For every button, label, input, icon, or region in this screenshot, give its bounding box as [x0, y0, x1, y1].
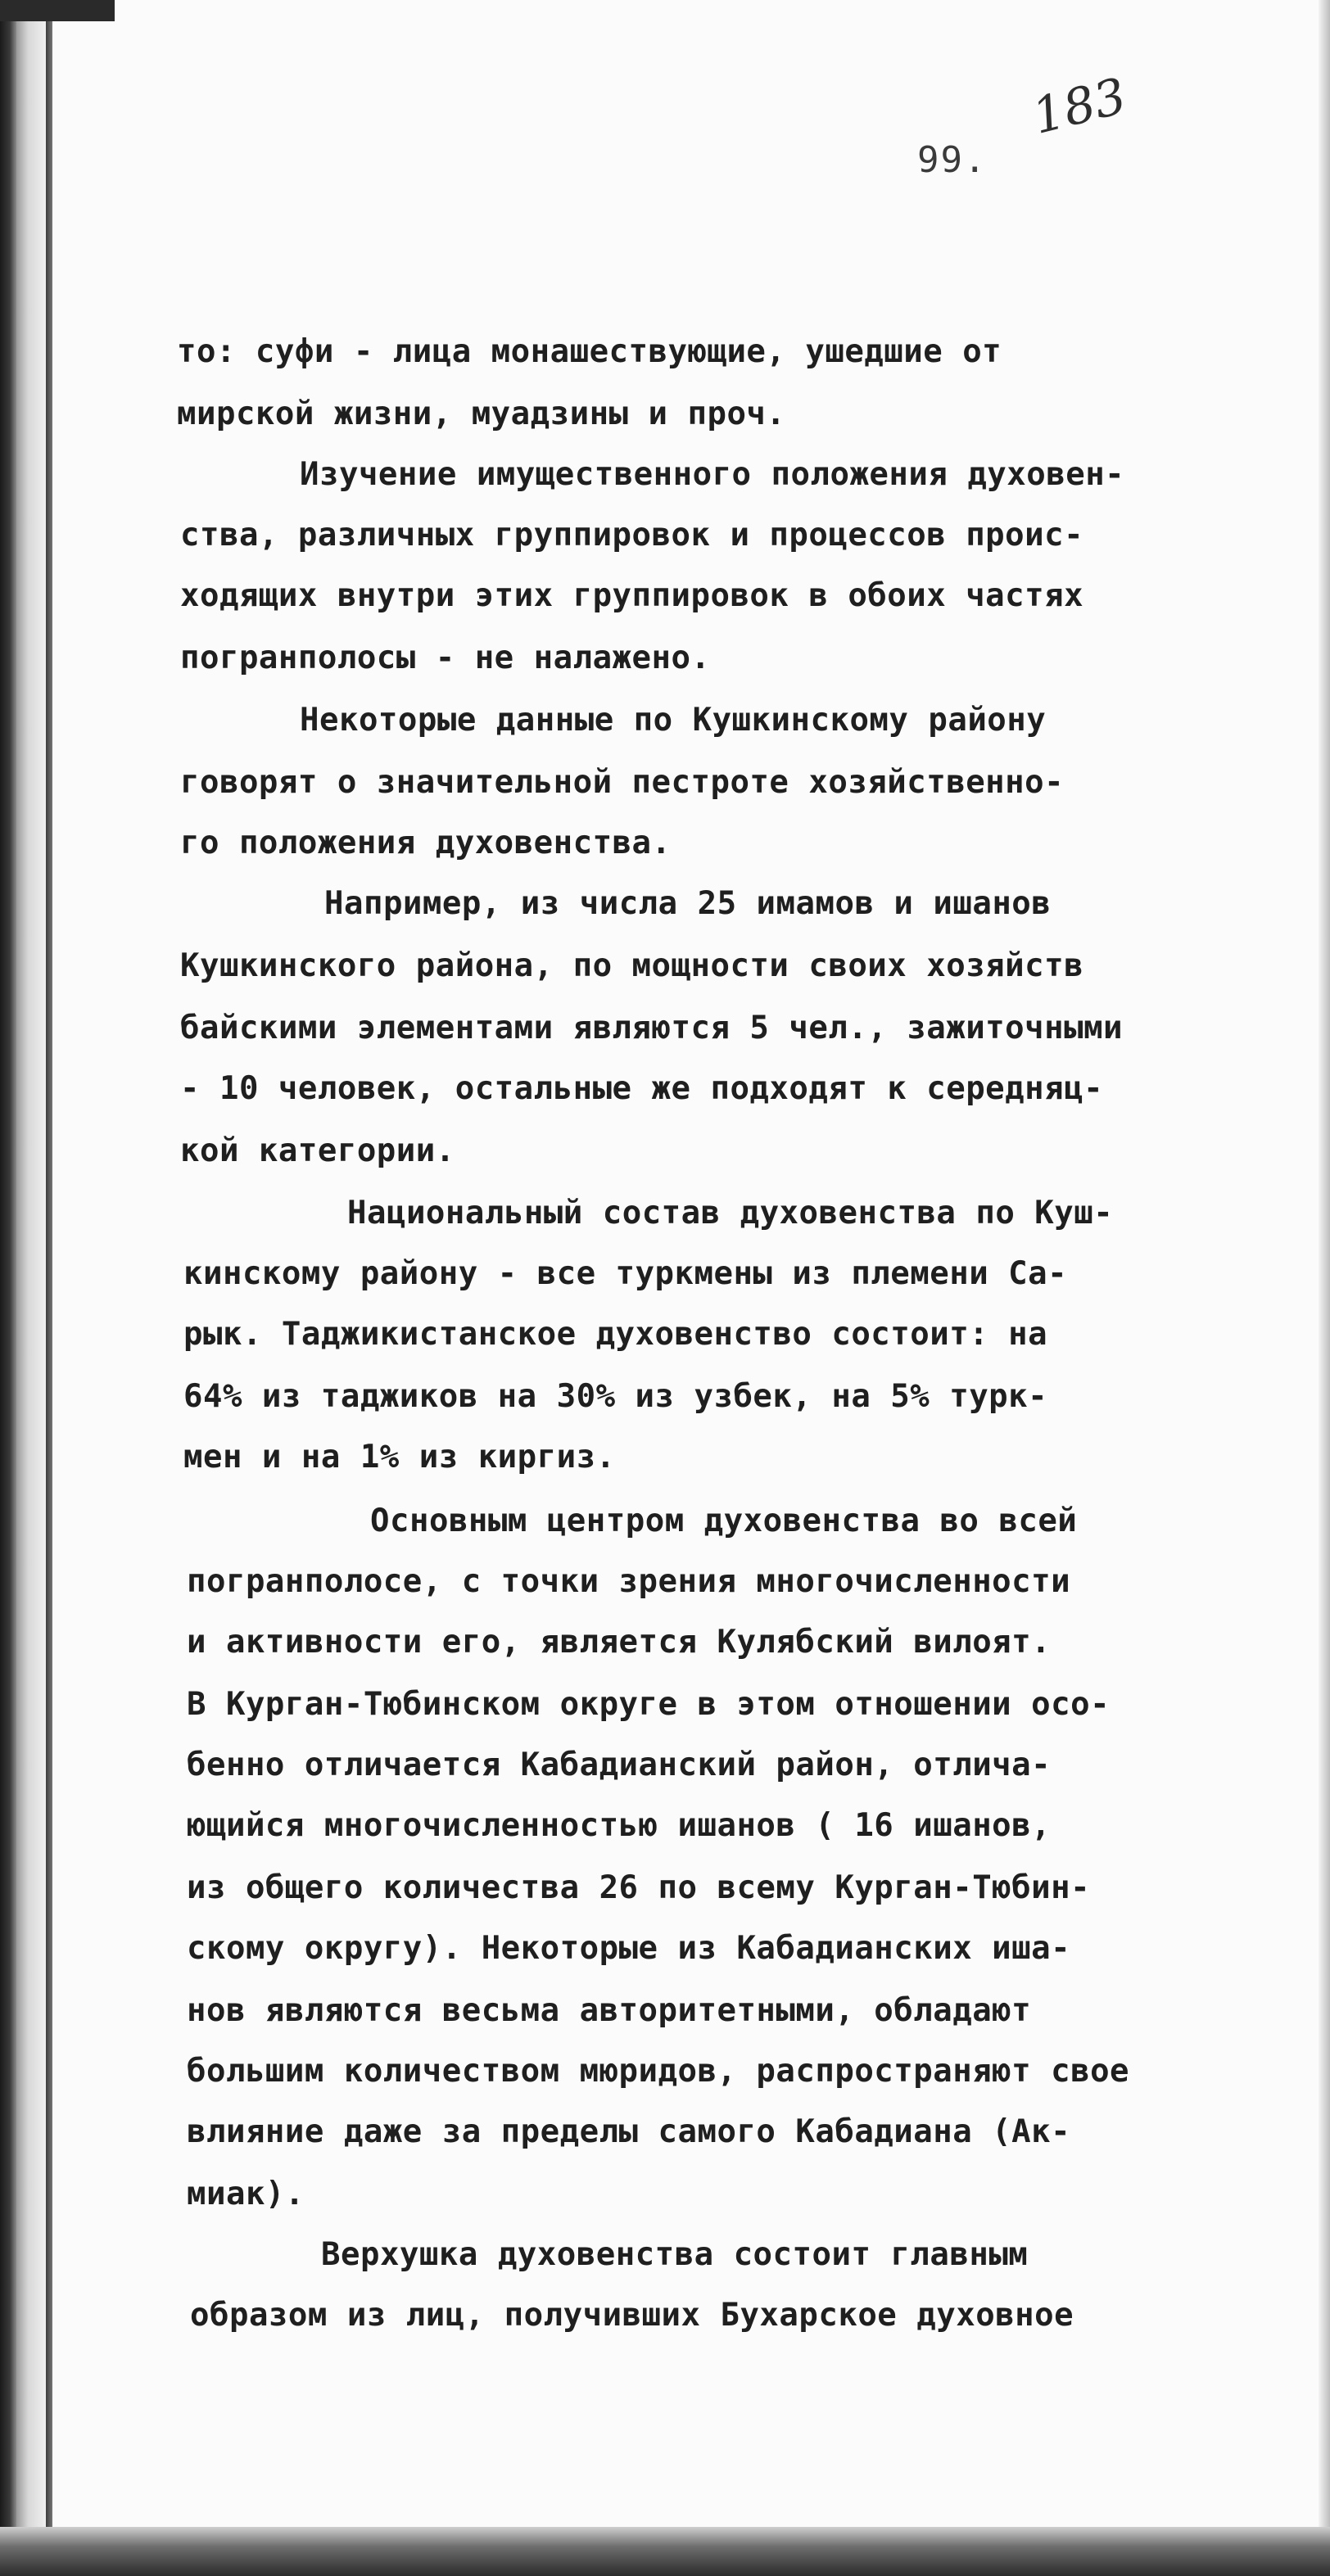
text-line: погранполосе, с точки зрения многочисленности [187, 1563, 1071, 1600]
text-line: рык. Таджикистанское духовенство состоит: на [183, 1316, 1048, 1353]
right-page-edge [1319, 0, 1330, 2576]
top-corner-shadow [0, 0, 115, 21]
text-line: скому округу). Некоторые из Кабадианских иша- [187, 1930, 1071, 1967]
text-line: мирской жизни, муадзины и проч. [177, 395, 786, 432]
text-line: ства, различных группировок и процессов проис- [180, 517, 1084, 554]
text-line: образом из лиц, получивших Бухарское духовное [190, 2297, 1074, 2334]
text-line: Верхушка духовенства состоит главным [321, 2236, 1029, 2273]
text-line: большим количеством мюридов, распространяют свое [187, 2053, 1130, 2090]
text-line: байскими элементами являются 5 чел., зажиточными [180, 1010, 1124, 1046]
text-line: Кушкинского района, по мощности своих хозяйств [180, 947, 1084, 984]
text-line: 64% из таджиков на 30% из узбек, на 5% турк- [183, 1378, 1048, 1415]
text-line: влияние даже за пределы самого Кабадиана (Ак- [187, 2113, 1071, 2150]
text-line: В Курган-Тюбинском округе в этом отношении осо- [187, 1686, 1111, 1723]
text-line: погранполосы - не налажено. [180, 639, 711, 676]
page-number: 99. [917, 139, 988, 181]
text-line: то: суфи - лица монашествующие, ушедшие от [177, 333, 1002, 370]
text-line: кинскому району - все туркмены из племени Са- [183, 1255, 1068, 1292]
binding-gutter [16, 0, 46, 2576]
text-line: говорят о значительной пестроте хозяйственно- [180, 764, 1065, 801]
text-line: мен и на 1% из киргиз. [183, 1439, 616, 1476]
text-line: миак). [187, 2176, 305, 2212]
bottom-page-edge [0, 2527, 1330, 2576]
text-line: го положения духовенства. [180, 825, 672, 861]
archive-folio-number: 183 [1027, 67, 1133, 146]
text-line: Изучение имущественного положения духовен- [300, 456, 1125, 493]
text-line: и активности его, является Кулябский вилоят. [187, 1624, 1052, 1661]
text-line: - 10 человек, остальные же подходят к середняц- [180, 1070, 1104, 1107]
text-line: ходящих внутри этих группировок в обоих частях [180, 577, 1084, 614]
text-line: Некоторые данные по Кушкинскому району [300, 702, 1047, 739]
text-line: кой категории. [180, 1132, 455, 1169]
text-line: из общего количества 26 по всему Курган-Тюбин- [187, 1869, 1091, 1906]
text-line: бенно отличается Кабадианский район, отлича- [187, 1747, 1052, 1783]
text-line: Основным центром духовенства во всей [370, 1503, 1078, 1539]
binding-edge [0, 0, 16, 2576]
text-line: Например, из числа 25 имамов и ишанов [324, 885, 1052, 922]
binding-line [46, 0, 52, 2576]
text-line: ющийся многочисленностью ишанов ( 16 ишанов, [187, 1807, 1052, 1844]
text-line: Национальный состав духовенства по Куш- [347, 1195, 1114, 1232]
text-line: нов являются весьма авторитетными, обладают [187, 1992, 1032, 2029]
